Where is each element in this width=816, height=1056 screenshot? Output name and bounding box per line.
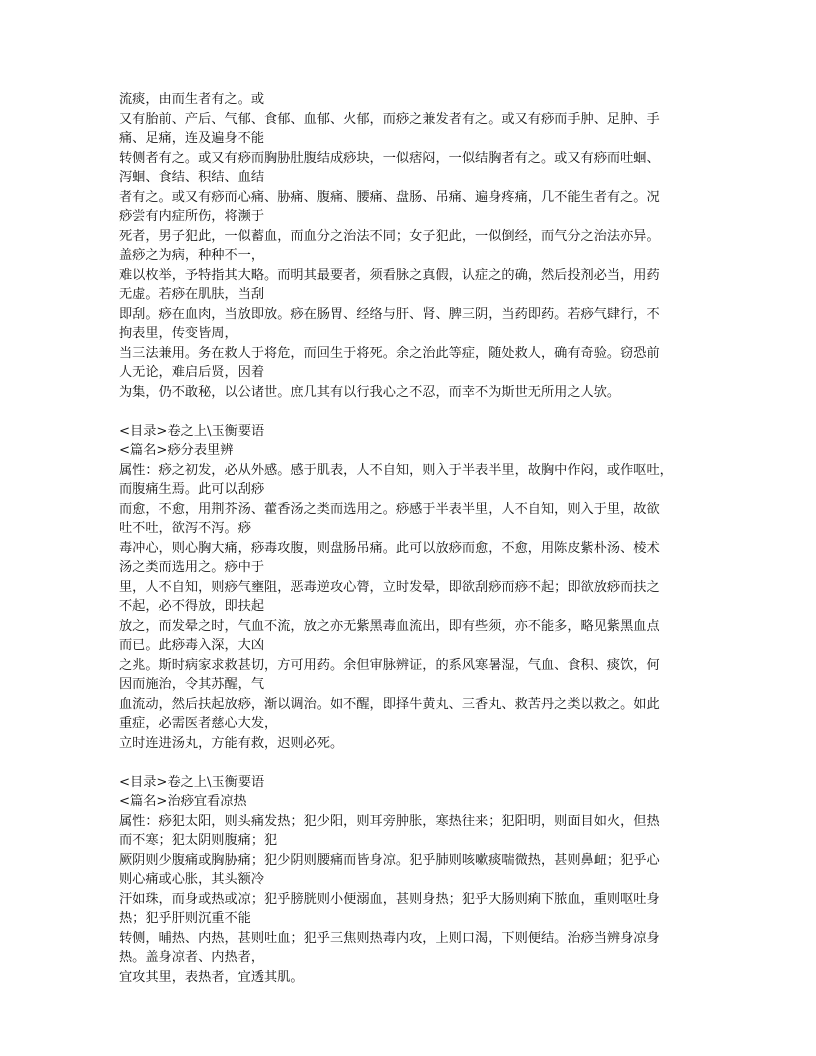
text-line: 厥阴则少腹痛或胸胁痛；犯少阴则腰痛而皆身凉。犯乎肺则咳嗽痰喘微热，甚则鼻衄；犯乎心	[119, 852, 660, 868]
text-line: 无虚。若痧在肌肤，当刮	[119, 287, 265, 302]
text-line: 而不寒；犯太阴则腹痛；犯	[119, 833, 278, 848]
section-gap	[119, 402, 699, 422]
text-line: 立时连进汤丸，方能有救，迟则必死。	[119, 735, 344, 751]
text-line: 血流动，然后扶起放痧，渐以调治。如不醒，即择牛黄丸、三香丸、救苦丹之类以救之。如此	[119, 696, 660, 712]
text-line: 又有胎前、产后、气郁、食郁、血郁、火郁，而痧之兼发者有之。或又有痧而手肿、足肿、手	[119, 111, 660, 127]
section-gap	[119, 753, 699, 773]
text-line: 泻蛔、食结、积结、血结	[119, 170, 265, 185]
text-line: 即刮。痧在血肉，当放即放。痧在肠胃、经络与肝、肾、脾三阴，当药即药。若痧气肆行，不	[119, 306, 660, 322]
text-line: 宜攻其里，表热者，宜透其肌。	[119, 969, 304, 985]
text-line: 重症，必需医者慈心大发，	[119, 716, 278, 731]
text-line: 转侧者有之。或又有痧而胸胁肚腹结成痧块，一似痞闷，一似结胸者有之。或又有痧而吐蛔、	[119, 150, 660, 166]
text-line: 而愈，不愈，用荆芥汤、藿香汤之类而选用之。痧感于半表半里，人不自知，则入于里，故欲	[119, 501, 660, 517]
text-line: 不起，必不得放，即扶起	[119, 599, 265, 614]
text-line: 则心痛或心胀，其头额冷	[119, 872, 265, 887]
text-line: 吐不吐，欲泻不泻。痧	[119, 521, 251, 536]
text-line: 者有之。或又有痧而心痛、胁痛、腹痛、腰痛、盘肠、吊痛、遍身疼痛，几不能生者有之。况	[119, 189, 660, 205]
text-line: 而腹痛生焉。此可以刮痧	[119, 482, 265, 497]
text-line: 难以枚举，予特指其大略。而明其最要者，须看脉之真假，认症之的确，然后投剂必当，用药	[119, 267, 660, 283]
text-line: 流痰，由而生者有之。或	[119, 92, 265, 107]
text-line: 痛、足痛，连及遍身不能	[119, 131, 265, 146]
text-line: 热。盖身凉者、内热者，	[119, 950, 265, 965]
text-line: 人无论，难启后贤，因着	[119, 365, 265, 380]
text-line: 而已。此痧毒入深，大凶	[119, 638, 265, 653]
text-section	[119, 422, 699, 754]
text-line: 毒冲心，则心胸大痛，痧毒攻腹，则盘肠吊痛。此可以放痧而愈，不愈，用陈皮紫朴汤、棱术	[119, 540, 660, 556]
text-line: 盖痧之为病，种种不一，	[119, 248, 265, 263]
text-line: 转侧，晡热、内热，甚则吐血；犯乎三焦则热毒内攻，上则口渴，下则便结。治痧当辨身凉身	[119, 930, 660, 946]
text-line: 里，人不自知，则痧气壅阻，恶毒逆攻心膂，立时发晕，即欲刮痧而痧不起；即欲放痧而扶之	[119, 579, 660, 595]
document-page	[119, 90, 699, 987]
text-line: <篇名>痧分表里辨	[119, 443, 234, 458]
text-line: 痧尝有内症所伤，将濒于	[119, 209, 265, 224]
text-line: 当三法兼用。务在救人于将危，而回生于将死。余之治此等症，随处救人，确有奇验。窃恐前	[119, 345, 660, 361]
text-line: 属性：痧犯太阳，则头痛发热；犯少阳，则耳旁肿胀，寒热往来；犯阳明，则面目如火，但热	[119, 813, 660, 829]
text-line: 死者，男子犯此，一似蓄血，而血分之治法不同；女子犯此，一似倒经，而气分之治法亦异。	[119, 228, 660, 244]
text-line: 之兆。斯时病家求救甚切，方可用药。余但审脉辨证，的系风寒暑湿，气血、食积、痰饮，何	[119, 657, 660, 673]
text-line: 拘表里，传变皆周，	[119, 326, 238, 341]
text-line: 因而施治，令其苏醒，气	[119, 677, 265, 692]
text-section	[119, 90, 699, 402]
text-line: 为集，仍不敢秘，以公诸世。庶几其有以行我心之不忍，而幸不为斯世无所用之人欤。	[119, 384, 621, 400]
text-section	[119, 773, 699, 988]
text-line: 热；犯乎肝则沉重不能	[119, 911, 251, 926]
text-line: <目录>卷之上\玉衡要语	[119, 423, 265, 439]
text-line: 放之，而发晕之时，气血不流，放之亦无紫黑毒血流出，即有些须，亦不能多，略见紫黑血点	[119, 618, 660, 634]
text-line: <目录>卷之上\玉衡要语	[119, 774, 265, 790]
text-line: <篇名>治痧宜看凉热	[119, 794, 247, 809]
text-line: 汗如珠，而身或热或凉；犯乎膀胱则小便溺血，甚则身热；犯乎大肠则痢下脓血，重则呕吐身	[119, 891, 660, 907]
text-line: 属性：痧之初发，必从外感。感于肌表，人不自知，则入于半表半里，故胸中作闷，或作呕吐，	[119, 462, 673, 478]
text-line: 汤之类而选用之。痧中于	[119, 560, 265, 575]
